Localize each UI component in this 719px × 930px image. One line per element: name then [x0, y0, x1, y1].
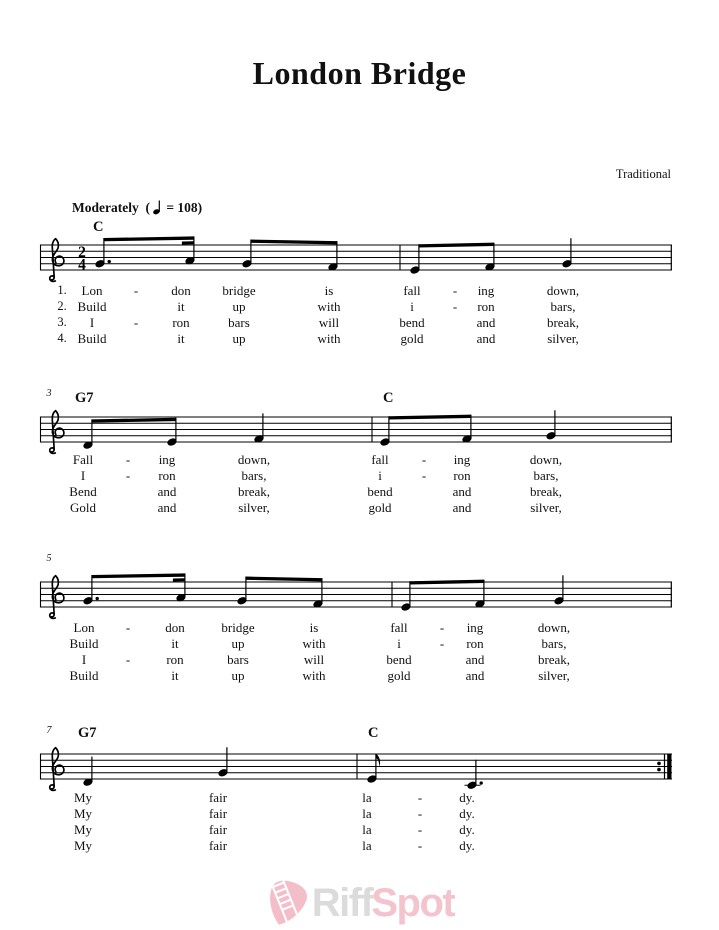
lyric-hyphen: -: [125, 620, 131, 635]
augmentation-dot: [108, 260, 111, 263]
lyric-syllable: Build: [69, 636, 99, 651]
lyric-syllable: bars,: [533, 468, 559, 483]
lyric-syllable: bridge: [222, 283, 256, 298]
chord-symbol: C: [368, 725, 379, 741]
lyric-syllable: and: [452, 484, 472, 499]
lyric-syllable: it: [171, 636, 179, 651]
lyric-syllable: bend: [386, 652, 412, 667]
composer-credit: Traditional: [615, 167, 671, 181]
lyric-syllable: and: [465, 668, 485, 683]
tempo-bpm: = 108): [166, 200, 203, 215]
lyric-syllable: will: [318, 315, 340, 330]
lyric-syllable: ing: [466, 620, 484, 635]
lyric-syllable: silver,: [238, 500, 270, 515]
chord-symbol: C: [93, 219, 104, 235]
lyric-syllable: break,: [237, 484, 271, 499]
beam: [92, 573, 185, 578]
lyric-syllable: silver,: [530, 500, 562, 515]
lyric-syllable: bars: [227, 652, 249, 667]
lyric-syllable: i: [410, 299, 414, 314]
riffspot-logo[interactable]: [0, 876, 719, 930]
lyric-syllable: la: [362, 806, 372, 821]
lyric-syllable: bend: [399, 315, 425, 330]
time-signature-bottom: 4: [78, 256, 86, 274]
guitar-pick-icon: [265, 880, 307, 927]
lyric-syllable: Build: [77, 331, 107, 346]
lyric-hyphen: -: [421, 468, 427, 483]
lyric-syllable: break,: [537, 652, 571, 667]
lyric-syllable: it: [177, 299, 185, 314]
lyric-syllable: break,: [546, 315, 580, 330]
time-signature-top: 2: [78, 244, 86, 261]
lyric-hyphen: -: [417, 806, 423, 821]
lyric-syllable: up: [232, 299, 246, 314]
lyric-syllable: fall: [390, 620, 408, 635]
repeat-dot: [657, 762, 661, 766]
lyric-syllable: don: [165, 620, 185, 635]
lyric-syllable: and: [157, 484, 177, 499]
lyric-syllable: break,: [529, 484, 563, 499]
lyric-syllable: silver,: [547, 331, 579, 346]
lyric-syllable: ing: [477, 283, 495, 298]
repeat-thick-bar: [667, 754, 671, 780]
lyric-syllable: I: [89, 315, 95, 330]
lyric-syllable: Lon: [73, 620, 95, 635]
lyric-syllable: Build: [69, 668, 99, 683]
lyric-syllable: don: [171, 283, 191, 298]
lyric-syllable: la: [362, 838, 372, 853]
lyric-syllable: with: [317, 299, 341, 314]
lyric-syllable: gold: [387, 668, 411, 683]
lyric-syllable: I: [81, 652, 87, 667]
lyric-syllable: Build: [77, 299, 107, 314]
lyric-hyphen: -: [439, 620, 445, 635]
lyric-syllable: down,: [237, 452, 271, 467]
lyric-syllable: silver,: [538, 668, 570, 683]
lyric-syllable: dy.: [459, 822, 475, 837]
lyric-hyphen: -: [125, 652, 131, 667]
lyric-syllable: with: [302, 668, 326, 683]
lyric-hyphen: -: [452, 299, 458, 314]
brand-text-spot: Spot: [371, 881, 455, 925]
lyric-syllable: bend: [367, 484, 393, 499]
measure-number: 7: [46, 725, 52, 736]
verse-number: 2.: [57, 299, 67, 313]
lyric-hyphen: -: [125, 468, 131, 483]
lyric-hyphen: -: [417, 822, 423, 837]
augmentation-dot: [96, 597, 99, 600]
beam-sixteenth: [173, 578, 185, 581]
lyric-syllable: ron: [477, 299, 495, 314]
lyric-syllable: and: [476, 315, 496, 330]
lyric-syllable: bars,: [541, 636, 567, 651]
beam: [389, 415, 471, 420]
beam: [104, 236, 194, 241]
song-title: London Bridge: [252, 55, 467, 91]
lyric-syllable: bridge: [221, 620, 255, 635]
beam: [246, 577, 322, 582]
lyric-syllable: fall: [403, 283, 421, 298]
tempo-word: Moderately: [72, 200, 139, 215]
lyric-syllable: ron: [466, 636, 484, 651]
lyric-syllable: fair: [208, 790, 228, 805]
lyric-syllable: bars,: [550, 299, 576, 314]
lyric-hyphen: -: [133, 315, 139, 330]
lyric-syllable: up: [231, 668, 245, 683]
beam: [419, 243, 494, 248]
lyric-syllable: is: [309, 620, 319, 635]
beam: [92, 418, 176, 423]
lyric-syllable: fair: [208, 838, 228, 853]
repeat-dot: [657, 768, 661, 772]
lyric-syllable: la: [362, 790, 372, 805]
lyric-syllable: and: [452, 500, 472, 515]
augmentation-dot: [480, 781, 483, 784]
measure-number: 3: [46, 388, 52, 399]
lyric-syllable: fair: [208, 822, 228, 837]
lyric-syllable: Lon: [81, 283, 103, 298]
lyric-syllable: it: [177, 331, 185, 346]
lyric-syllable: Fall: [72, 452, 94, 467]
lyric-syllable: i: [378, 468, 382, 483]
lyric-syllable: i: [397, 636, 401, 651]
lyric-syllable: and: [465, 652, 485, 667]
lyric-syllable: dy.: [459, 806, 475, 821]
lyric-syllable: and: [476, 331, 496, 346]
lyric-syllable: ron: [166, 652, 184, 667]
lyric-hyphen: -: [133, 283, 139, 298]
chord-symbol: C: [383, 390, 394, 406]
lyric-syllable: Bend: [69, 484, 97, 499]
verse-number: 3.: [57, 315, 67, 329]
lyric-syllable: My: [73, 822, 93, 837]
lyric-syllable: My: [73, 790, 93, 805]
lyric-syllable: bars: [228, 315, 250, 330]
lyric-syllable: dy.: [459, 838, 475, 853]
lyric-syllable: up: [231, 636, 245, 651]
lyric-syllable: down,: [529, 452, 563, 467]
lyric-syllable: with: [317, 331, 341, 346]
lyric-syllable: up: [232, 331, 246, 346]
lyric-syllable: fall: [371, 452, 389, 467]
lyric-hyphen: -: [417, 790, 423, 805]
lyric-syllable: down,: [546, 283, 580, 298]
lyric-hyphen: -: [452, 283, 458, 298]
lyric-syllable: ron: [158, 468, 176, 483]
chord-symbol: G7: [75, 390, 94, 406]
lyric-syllable: down,: [537, 620, 571, 635]
lyric-syllable: My: [73, 838, 93, 853]
beam: [251, 240, 337, 245]
brand-text-riff: Riff: [311, 881, 373, 925]
lyric-hyphen: -: [439, 636, 445, 651]
lyric-syllable: gold: [368, 500, 392, 515]
lyric-syllable: ing: [453, 452, 471, 467]
measure-number: 5: [46, 553, 52, 564]
lyric-syllable: it: [171, 668, 179, 683]
lyric-syllable: will: [303, 652, 325, 667]
lyric-syllable: My: [73, 806, 93, 821]
lyric-syllable: dy.: [459, 790, 475, 805]
lyric-syllable: ron: [172, 315, 190, 330]
beam-sixteenth: [182, 241, 194, 244]
lyric-hyphen: -: [125, 452, 131, 467]
lyric-syllable: gold: [400, 331, 424, 346]
lyric-syllable: la: [362, 822, 372, 837]
lyric-hyphen: -: [421, 452, 427, 467]
lyric-syllable: bars,: [241, 468, 267, 483]
verse-number: 4.: [57, 331, 67, 345]
chord-symbol: G7: [78, 725, 97, 741]
lyric-syllable: is: [324, 283, 334, 298]
verse-number: 1.: [57, 283, 67, 297]
tempo-open-paren: (: [145, 200, 150, 215]
lyric-syllable: ing: [158, 452, 176, 467]
lyric-syllable: Gold: [70, 500, 96, 515]
lyric-syllable: ron: [453, 468, 471, 483]
lyric-syllable: I: [80, 468, 86, 483]
lyric-syllable: with: [302, 636, 326, 651]
beam: [410, 580, 484, 585]
lyric-syllable: fair: [208, 806, 228, 821]
lyric-syllable: and: [157, 500, 177, 515]
lyric-hyphen: -: [417, 838, 423, 853]
